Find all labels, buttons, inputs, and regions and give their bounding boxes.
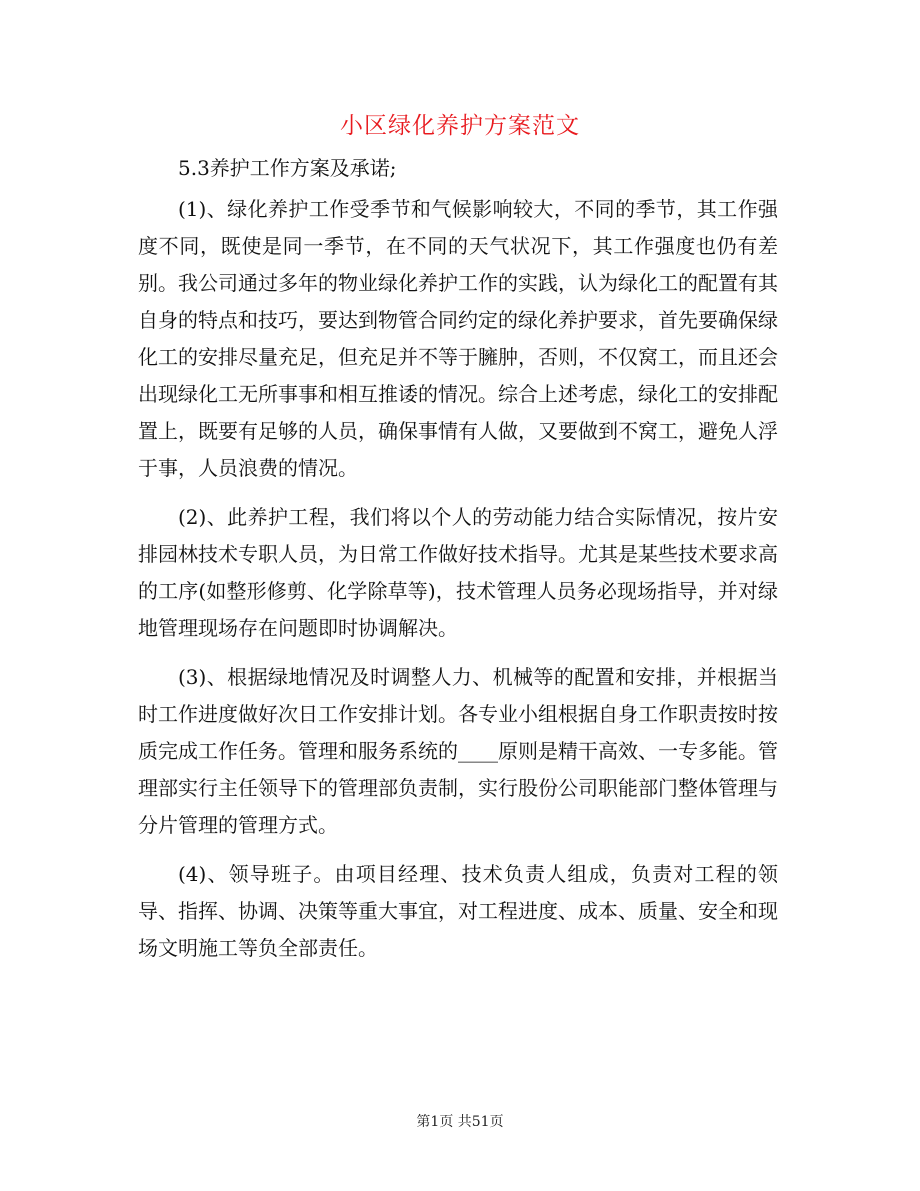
paragraph-3: (3)、根据绿地情况及时调整人力、机械等的配置和安排，并根据当时工作进度做好次日工作安排计划。各专业小组根据自身工作职责按时按质完成工作任务。管理和服务系统的____原则是精干高效、一专多能。管理部实行主任领导下的管理部负责制，实行股份公司职能部门整体管理与分片管理的管理方式。 bbox=[138, 665, 778, 837]
document-title: 小区绿化养护方案范文 bbox=[340, 113, 580, 139]
page-number: 第1页 共51页 bbox=[416, 1114, 504, 1130]
paragraph-1: (1)、绿化养护工作受季节和气候影响较大，不同的季节，其工作强度不同，既使是同一季节，在不同的天气状况下，其工作强度也仍有差别。我公司通过多年的物业绿化养护工作的实践，认为绿化工的配置有其自身的特点和技巧，要达到物管合同约定的绿化养护要求，首先要确保绿化工的安排尽量充足，但充足并不等于臃肿，否则，不仅窝工，而且还会出现绿化工无所事事和相互推诿的情况。综合上述考虑，绿化工的安排配置上，既要有足够的人员，确保事情有人做，又要做到不窝工，避免人浮于事，人员浪费的情况。 bbox=[138, 197, 778, 480]
section-heading: 5.3养护工作方案及承诺; bbox=[178, 156, 397, 180]
document-body bbox=[138, 150, 778, 979]
paragraph-4: (4)、领导班子。由项目经理、技术负责人组成，负责对工程的领导、指挥、协调、决策等重大事宜，对工程进度、成本、质量、安全和现场文明施工等负全部责任。 bbox=[138, 862, 778, 960]
paragraph-2: (2)、此养护工程，我们将以个人的劳动能力结合实际情况，按片安排园林技术专职人员，为日常工作做好技术指导。尤其是某些技术要求高的工序(如整形修剪、化学除草等)，技术管理人员务必现场指导，并对绿地管理现场存在问题即时协调解决。 bbox=[138, 505, 778, 640]
